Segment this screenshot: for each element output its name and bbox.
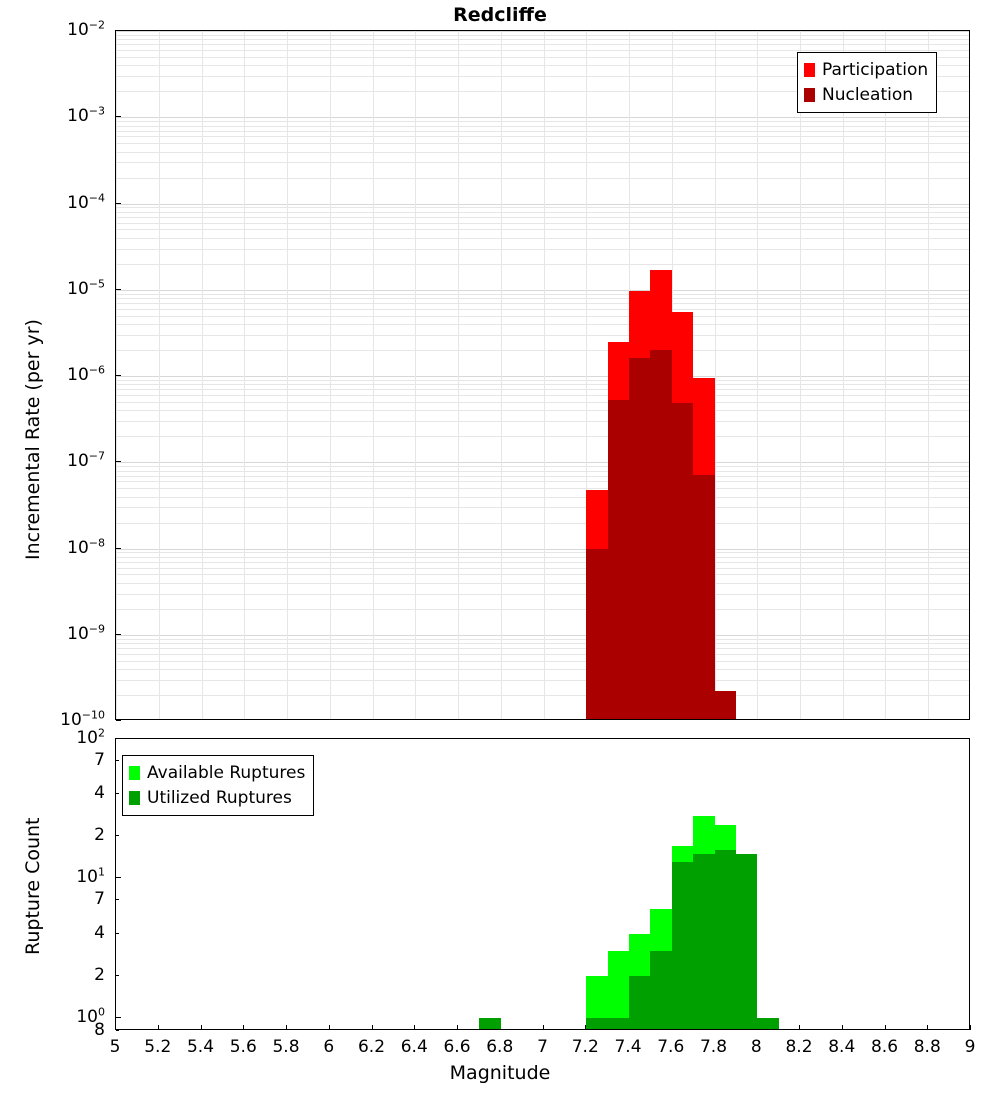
x-tick-label: 6.8 (486, 1037, 514, 1057)
y-tick-label: $10^1$ (76, 865, 105, 888)
x-tick-label: 5.8 (272, 1037, 300, 1057)
bar-nucleation (608, 400, 629, 720)
y-tick-label: $10^{-5}$ (67, 277, 105, 299)
y-tick-label: $10^0$ (76, 1004, 105, 1027)
y-tick-label: $10^{-3}$ (67, 104, 105, 127)
x-tick-label: 5.2 (144, 1037, 172, 1057)
bar-utilized-ruptures (693, 854, 714, 1030)
bar-nucleation (650, 350, 671, 720)
legend-label: Nucleation (822, 84, 914, 105)
y-tick-label: $10^{-8}$ (67, 535, 105, 558)
x-tick-label: 8.2 (785, 1037, 813, 1057)
legend-item (129, 761, 305, 786)
x-tick-label: 8.8 (913, 1037, 941, 1057)
x-tick-label: 7.6 (657, 1037, 685, 1057)
legend-swatch (804, 63, 815, 77)
bar-nucleation (715, 691, 736, 720)
bar-utilized-ruptures (650, 951, 671, 1030)
rupture-count-ylabel: Rupture Count (22, 817, 44, 955)
x-tick-label: 6.2 (357, 1037, 386, 1057)
y-tick-label: $10^{-9}$ (67, 622, 105, 644)
legend-label: Participation (822, 60, 929, 80)
bar-utilized-ruptures (715, 850, 736, 1030)
legend-swatch (129, 766, 140, 780)
bar-nucleation (672, 403, 693, 720)
legend-swatch (129, 791, 140, 805)
y-tick-label: 7 (94, 749, 105, 770)
y-tick-label: $10^{-6}$ (67, 363, 105, 385)
y-tick-label: 7 (94, 888, 105, 909)
x-tick-label: 7.2 (571, 1037, 599, 1057)
bar-utilized-ruptures (586, 1018, 607, 1031)
x-tick-label: 7.8 (699, 1037, 728, 1057)
legend-label: Utilized Ruptures (147, 787, 292, 808)
legend-item (804, 58, 928, 83)
y-tick-label: 8 (94, 1020, 105, 1040)
y-tick-label: 2 (94, 825, 105, 846)
incremental-rate-ylabel: Incremental Rate (per yr) (22, 319, 44, 560)
rupture-count-legend (122, 755, 314, 816)
bar-utilized-ruptures (757, 1018, 778, 1031)
y-tick-label: $10^{-7}$ (67, 449, 105, 472)
bar-utilized-ruptures (608, 1018, 629, 1031)
page-title: Redcliffe (453, 4, 547, 26)
y-tick-label: $10^{-2}$ (67, 18, 105, 40)
incremental-rate-legend (797, 52, 937, 113)
x-tick-label: 6.6 (443, 1037, 471, 1057)
bar-utilized-ruptures (736, 854, 757, 1030)
incremental-rate-plot (115, 30, 970, 720)
y-tick-label: 2 (94, 964, 105, 985)
x-tick-label: 5.4 (186, 1037, 215, 1057)
legend-item (129, 786, 305, 811)
x-tick-label: 5.6 (229, 1037, 257, 1057)
x-tick-label: 8 (750, 1037, 762, 1057)
x-tick-label: 9 (964, 1037, 976, 1057)
x-tick-label: 8.6 (870, 1037, 899, 1057)
bar-nucleation (586, 549, 607, 721)
x-tick-label: 7 (537, 1037, 548, 1057)
bar-utilized-ruptures (672, 862, 693, 1030)
bar-nucleation (693, 475, 714, 720)
x-tick-label: 5 (109, 1037, 121, 1057)
bar-utilized-ruptures (629, 976, 650, 1030)
x-tick-label: 7.4 (614, 1037, 642, 1057)
x-tick-label: 6.4 (400, 1037, 428, 1057)
y-tick-label: 4 (94, 783, 105, 804)
x-tick-label: 6 (323, 1037, 335, 1057)
legend-swatch (804, 88, 815, 102)
legend-label: Available Ruptures (147, 763, 306, 783)
bar-utilized-ruptures (479, 1018, 500, 1031)
x-tick-label: 8.4 (828, 1037, 856, 1057)
bar-nucleation (629, 358, 650, 720)
legend-item (804, 83, 928, 108)
y-tick-label: $10^{-10}$ (60, 708, 105, 730)
y-tick-label: 4 (94, 922, 105, 943)
magnitude-axis-label: Magnitude (449, 1062, 551, 1084)
y-tick-label: $10^2$ (76, 726, 105, 748)
y-tick-label: $10^{-4}$ (67, 190, 105, 213)
